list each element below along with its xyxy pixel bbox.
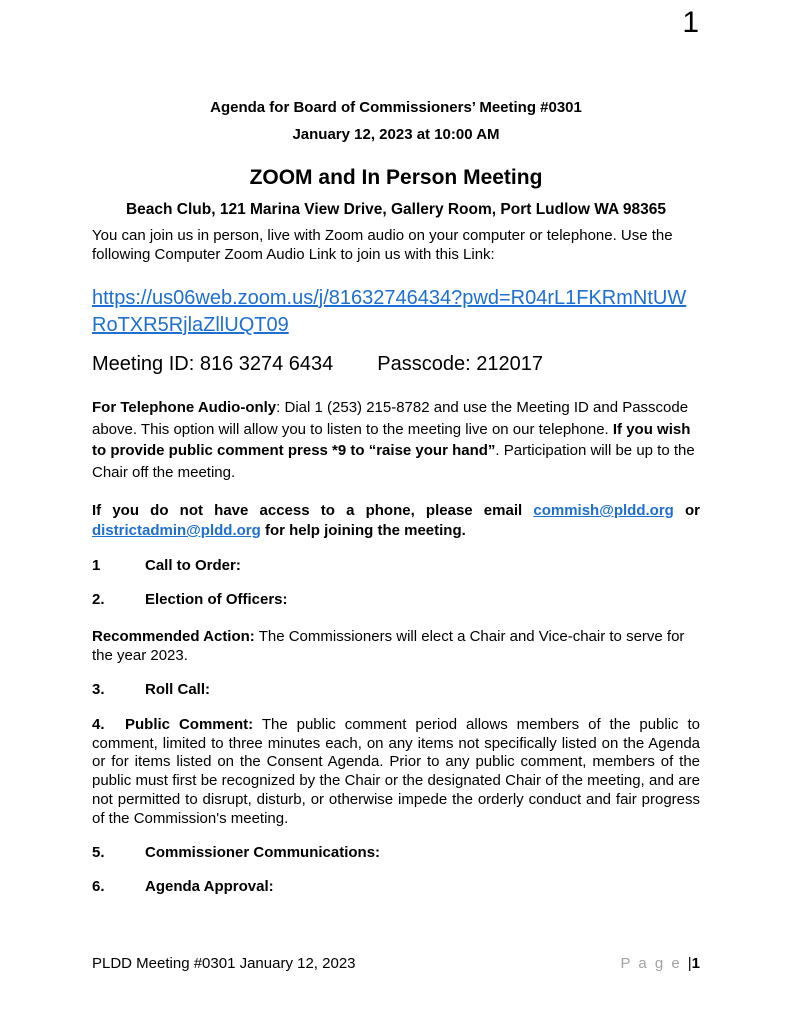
agenda-item-4-number: 4. — [92, 716, 105, 733]
email-help-after: for help joining the meeting. — [264, 522, 466, 539]
footer-separator: | — [687, 955, 692, 972]
top-page-number: 1 — [682, 6, 699, 39]
join-intro-paragraph: You can join us in person, live with Zoom audio on your computer or telephone. Use the following Computer Zoom Audio Link to join us with this Link: — [92, 227, 673, 263]
passcode-label: Passcode: — [377, 353, 471, 375]
email-help-between: or — [685, 502, 701, 519]
meeting-id-value: 816 3274 6434 — [199, 353, 334, 375]
footer-page-number: 1 — [691, 955, 700, 972]
agenda-item-election-of-officers — [92, 591, 700, 609]
agenda-item-4-label: Public Comment: — [125, 716, 254, 733]
email-help-paragraph — [92, 501, 700, 541]
agenda-item-call-to-order — [92, 557, 700, 575]
public-comment-body: The public comment period allows members of the public to comment, limited to three minutes each, on any items not specifically listed on the Agenda or for items listed on the Consent Agenda. Prior to any public comment, members of the public must first be recognized by the Chair or the designated Chair of the meeting, and are not permitted to disrupt, disturb, or otherwise impede the orderly conduct and fair progress of the Commission's meeting. — [92, 716, 701, 827]
agenda-item-2-number: 2. — [92, 591, 105, 608]
passcode-value: 212017 — [476, 353, 543, 375]
footer-meeting-info: PLDD Meeting #0301 January 12, 2023 — [92, 955, 356, 972]
document-content — [92, 94, 700, 896]
page-footer — [92, 954, 700, 973]
meeting-type-heading: ZOOM and In Person Meeting — [249, 166, 543, 189]
recommended-action-label: Recommended Action: — [92, 628, 255, 645]
telephone-raise-hand-bold: If you wish to provide public comment press *9 to “raise your hand” — [92, 420, 691, 459]
agenda-item-1-number: 1 — [92, 557, 101, 574]
agenda-item-5-label: Commissioner Communications: — [145, 844, 381, 862]
public-comment-paragraph — [92, 716, 700, 828]
telephone-tail-text: . Participation will be up to the Chair off the meeting. — [92, 442, 695, 481]
agenda-item-5-number: 5. — [92, 844, 105, 862]
telephone-instructions-paragraph — [92, 397, 700, 483]
document-date-line: January 12, 2023 at 10:00 AM — [292, 126, 500, 143]
telephone-lead-bold: For Telephone Audio-only — [92, 399, 277, 416]
agenda-item-2-label: Election of Officers: — [145, 591, 288, 608]
agenda-item-commissioner-communications — [92, 844, 700, 862]
footer-page-word: P a g e — [620, 955, 682, 972]
agenda-item-agenda-approval — [92, 878, 700, 896]
agenda-item-1-label: Call to Order: — [145, 557, 241, 574]
agenda-item-3-number: 3. — [92, 681, 105, 698]
districtadmin-email-link[interactable]: districtadmin@pldd.org — [92, 522, 261, 539]
agenda-item-6-label: Agenda Approval: — [145, 878, 274, 896]
agenda-item-6-number: 6. — [92, 878, 105, 896]
footer-page-indicator — [620, 954, 700, 973]
agenda-item-3-label: Roll Call: — [145, 681, 211, 698]
email-help-before: If you do not have access to a phone, please email — [92, 502, 523, 519]
meeting-credentials-line — [92, 351, 700, 377]
meeting-location: Beach Club, 121 Marina View Drive, Gallery Room, Port Ludlow WA 98365 — [125, 201, 667, 218]
telephone-body-text: : Dial 1 (253) 215-8782 and use the Meeting ID and Passcode above. This option will allow you to listen to the meeting live on our telephone. — [92, 399, 689, 438]
commish-email-link[interactable]: commish@pldd.org — [533, 502, 674, 519]
meeting-id-label: Meeting ID: — [92, 353, 195, 375]
agenda-item-roll-call — [92, 681, 700, 699]
recommended-action-paragraph — [92, 627, 700, 665]
document-title: Agenda for Board of Commissioners’ Meeting #0301 — [210, 99, 582, 116]
zoom-meeting-link[interactable]: https://us06web.zoom.us/j/81632746434?pwd=R04rL1FKRmNtUWRoTXR5RjlaZllUQT09 — [92, 287, 687, 336]
recommended-action-text: The Commissioners will elect a Chair and Vice-chair to serve for the year 2023. — [92, 628, 685, 664]
